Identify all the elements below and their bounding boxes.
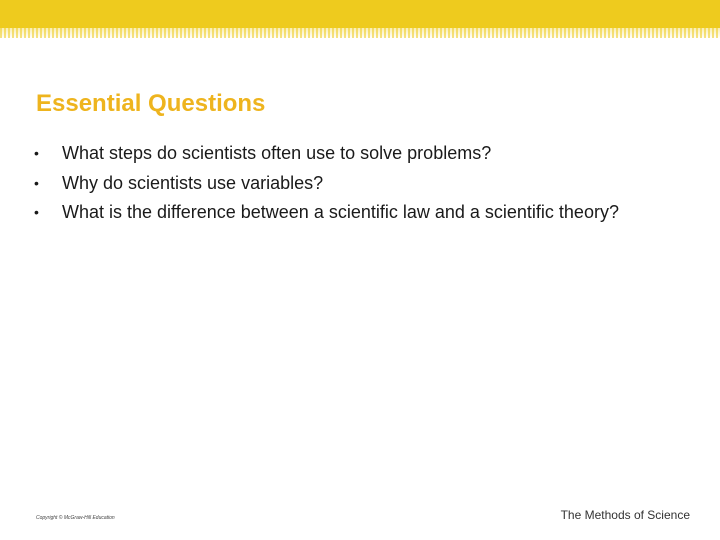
top-accent-band-fade <box>0 28 720 38</box>
bullet-text: What steps do scientists often use to solve problems? <box>62 143 492 163</box>
bullet-item <box>34 170 619 200</box>
bullet-item <box>34 199 619 229</box>
bullet-text: What is the difference between a scientific law and a scientific theory? <box>62 202 619 222</box>
slide-title: Essential Questions <box>36 90 266 117</box>
bullet-item <box>34 140 619 170</box>
footer-title: The Methods of Science <box>560 508 690 522</box>
bullet-dot-icon: • <box>34 204 39 220</box>
bullet-text: Why do scientists use variables? <box>62 172 324 193</box>
top-accent-band <box>0 0 720 28</box>
copyright-notice: Copyright © McGraw-Hill Education <box>36 515 115 521</box>
bullet-list <box>34 140 619 229</box>
bullet-dot-icon: • <box>34 145 39 161</box>
bullet-dot-icon: • <box>34 174 39 191</box>
